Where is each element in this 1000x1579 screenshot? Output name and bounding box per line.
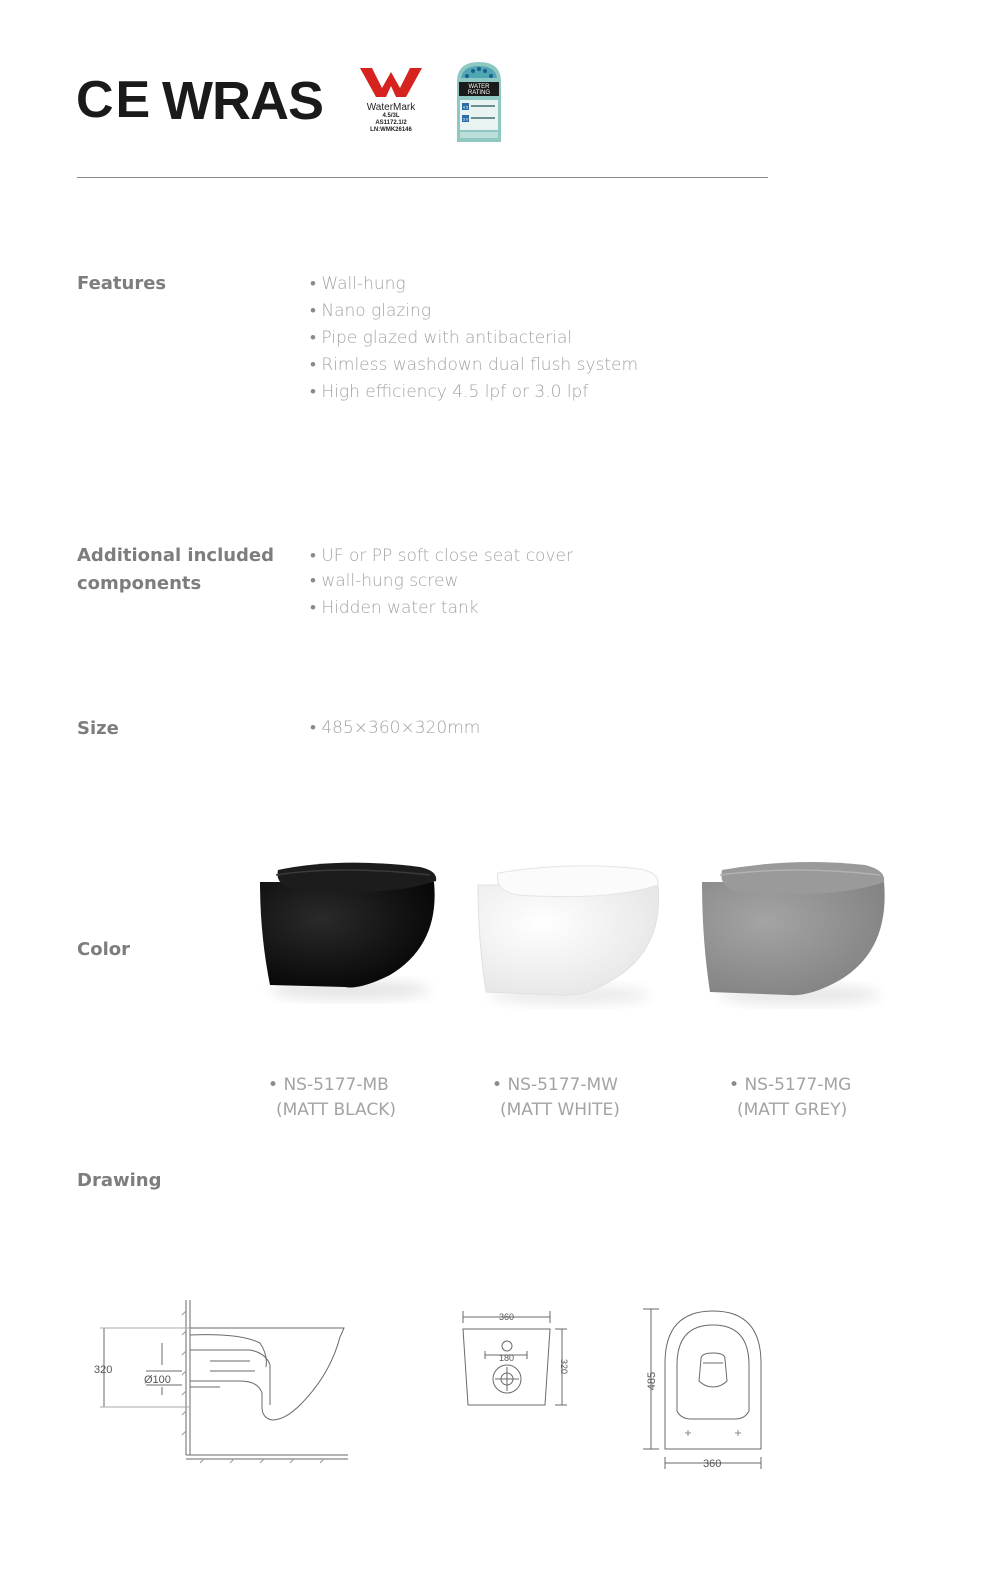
rating-title xyxy=(461,84,497,96)
variant-caption-grey: • NS-5177-MG (MATT GREY) xyxy=(729,1073,851,1123)
color-heading: Color xyxy=(77,939,130,960)
features-heading: Features xyxy=(77,273,167,294)
watermark-line: LN:WMK26146 xyxy=(370,127,412,133)
list-item: • High efficiency 4.5 lpf or 3.0 lpf xyxy=(310,379,638,406)
list-item: • Rimless washdown dual flush system xyxy=(310,352,638,379)
watermark-name: WaterMark xyxy=(366,102,416,113)
rating-title-line1: WATER xyxy=(468,84,490,90)
watermark-w-icon xyxy=(358,66,424,98)
variant-caption-white: • NS-5177-MW (MATT WHITE) xyxy=(492,1073,620,1123)
variant-name: (MATT WHITE) xyxy=(500,1100,620,1120)
water-rating-label xyxy=(455,60,503,142)
rating-value-2: 3.0 xyxy=(462,116,469,122)
drawing-side-view xyxy=(90,1295,360,1465)
drawing-top-view xyxy=(635,1303,770,1473)
toilet-matt-white-icon xyxy=(478,866,659,1005)
watermark-line: AS1172.1/2 xyxy=(375,120,407,126)
color-variants-illustration xyxy=(240,845,920,1015)
rating-value-1: 4.5 xyxy=(462,104,469,110)
variant-code: NS-5177-MB xyxy=(283,1075,389,1095)
toilet-matt-black-icon xyxy=(260,863,436,1000)
watermark-logo xyxy=(356,66,426,136)
list-item: • UF or PP soft close seat cover xyxy=(310,544,573,568)
components-list xyxy=(310,544,573,622)
side-outlet-dim: Ø100 xyxy=(144,1374,171,1386)
components-heading-line2: components xyxy=(77,573,202,594)
size-heading: Size xyxy=(77,718,119,739)
toilet-matt-grey-icon xyxy=(702,862,885,1005)
size-list xyxy=(310,715,480,742)
list-item: • Nano glazing xyxy=(310,298,638,325)
drawing-heading: Drawing xyxy=(77,1170,162,1191)
watermark-line: 4.5/3L xyxy=(382,113,400,119)
header-divider xyxy=(77,177,768,178)
back-width-dim: 360 xyxy=(499,1312,515,1322)
top-length-dim: 485 xyxy=(646,1371,658,1391)
back-height-dim: 320 xyxy=(559,1359,569,1375)
variant-name: (MATT BLACK) xyxy=(276,1100,396,1120)
top-width-dim: 360 xyxy=(703,1458,722,1470)
ce-logo: CE xyxy=(76,71,153,129)
wras-logo: WRAS xyxy=(162,71,323,131)
water-rating-badge-icon xyxy=(455,60,503,142)
list-item: • wall-hung screw xyxy=(310,568,573,595)
list-item: • Hidden water tank xyxy=(310,595,573,622)
rating-title-line2: RATING xyxy=(467,90,491,96)
list-item: • 485×360×320mm xyxy=(310,715,480,742)
variant-name: (MATT GREY) xyxy=(737,1100,848,1120)
components-heading-line1: Additional included xyxy=(77,545,275,566)
list-item: • Wall-hung xyxy=(310,271,638,298)
features-list xyxy=(310,271,638,406)
list-item: • Pipe glazed with antibacterial xyxy=(310,325,638,352)
components-heading xyxy=(77,542,274,598)
variant-code: NS-5177-MG xyxy=(744,1075,852,1095)
drawing-back-view xyxy=(455,1305,575,1417)
variant-caption-black: • NS-5177-MB (MATT BLACK) xyxy=(268,1073,396,1123)
side-height-dim: 320 xyxy=(94,1364,113,1376)
back-spacing-dim: 180 xyxy=(499,1353,515,1363)
variant-code: NS-5177-MW xyxy=(507,1075,618,1095)
